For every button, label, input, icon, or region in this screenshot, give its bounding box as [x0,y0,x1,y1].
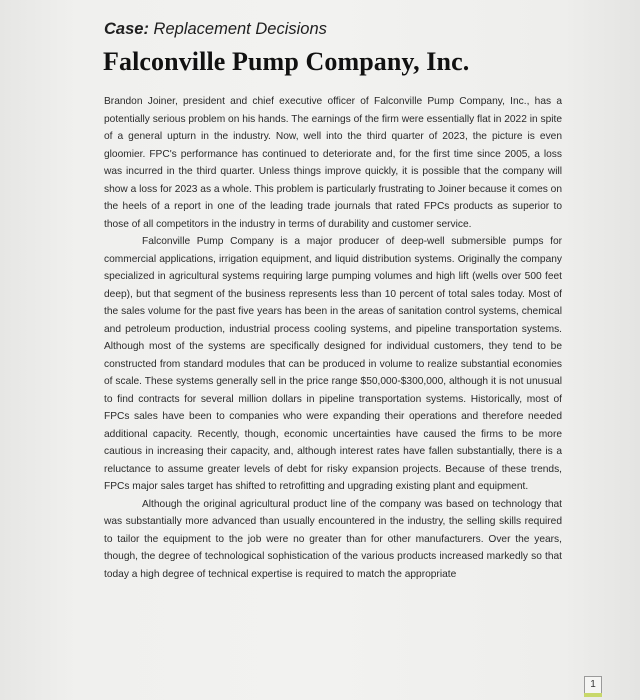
page-number-marker [584,693,602,697]
case-topic: Replacement Decisions [153,20,327,38]
paragraph-3: Although the original agricultural product line of the company was based on technology that was substantially more advanced than usually encountered in the industry, the selling skills required to tailor the equipment to the job were no greater than for other manufacturers. Over the years, though, the degree of technological sophistication of the various products increased markedly so that today a high degree of technical expertise is required to match the appropriate [104,498,562,580]
document-body [104,93,562,583]
case-label: Case: [104,20,149,38]
paragraph-1: Brandon Joiner, president and chief executive officer of Falconville Pump Company, Inc., has a potentially serious problem on his hands. The earnings of the firm were essentially flat in 2022 in spite of a general upturn in the industry. Now, well into the third quarter of 2023, the picture is even gloomier. FPC's performance has continued to deteriorate and, for the first time since 2005, a loss was incurred in the third quarter. Unless things improve quickly, it is possible that the company will show a loss for 2023 as a whole. This problem is particularly frustrating to Joiner because it comes on the heels of a report in one of the leading trade journals that rated FPCs products as superior to those of all competitors in the industry in terms of durability and customer service. [104,96,562,230]
paragraph-2: Falconville Pump Company is a major producer of deep-well submersible pumps for commercial applications, irrigation equipment, and liquid distribution systems. Originally the company specialized in agricultural systems requiring large pumping volumes and high lift (wells over 500 feet deep), but that segment of the business represents less than 10 percent of total sales today. Most of the sales volume for the past five years has been in the areas of sanitation control systems, chemical and petroleum production, industrial process cooling systems, and pipeline transportation systems. Although most of the systems are specifically designed for individual customers, they tend to be constructed from standard modules that can be produced in volume to realize substantial economies of scale. These systems generally sell in the price range $50,000-$300,000, although it is not unusual to find contracts for several million dollars in pipeline transportation systems. Historically, most of FPCs sales have been to companies who were expanding their operations and therefore needed additional capacity. Recently, though, economic uncertainties have caused the firms to be more cautious in increasing their capacity, and, although interest rates have fallen substantially, there is a reluctance to assume greater levels of debt for risky expansion projects. Because of these trends, FPCs major sales target has shifted to retrofitting and upgrading existing plant and equipment. [104,236,562,492]
page-title: Falconville Pump Company, Inc. [103,47,470,76]
case-heading [104,20,327,39]
page-number: 1 [584,676,602,694]
